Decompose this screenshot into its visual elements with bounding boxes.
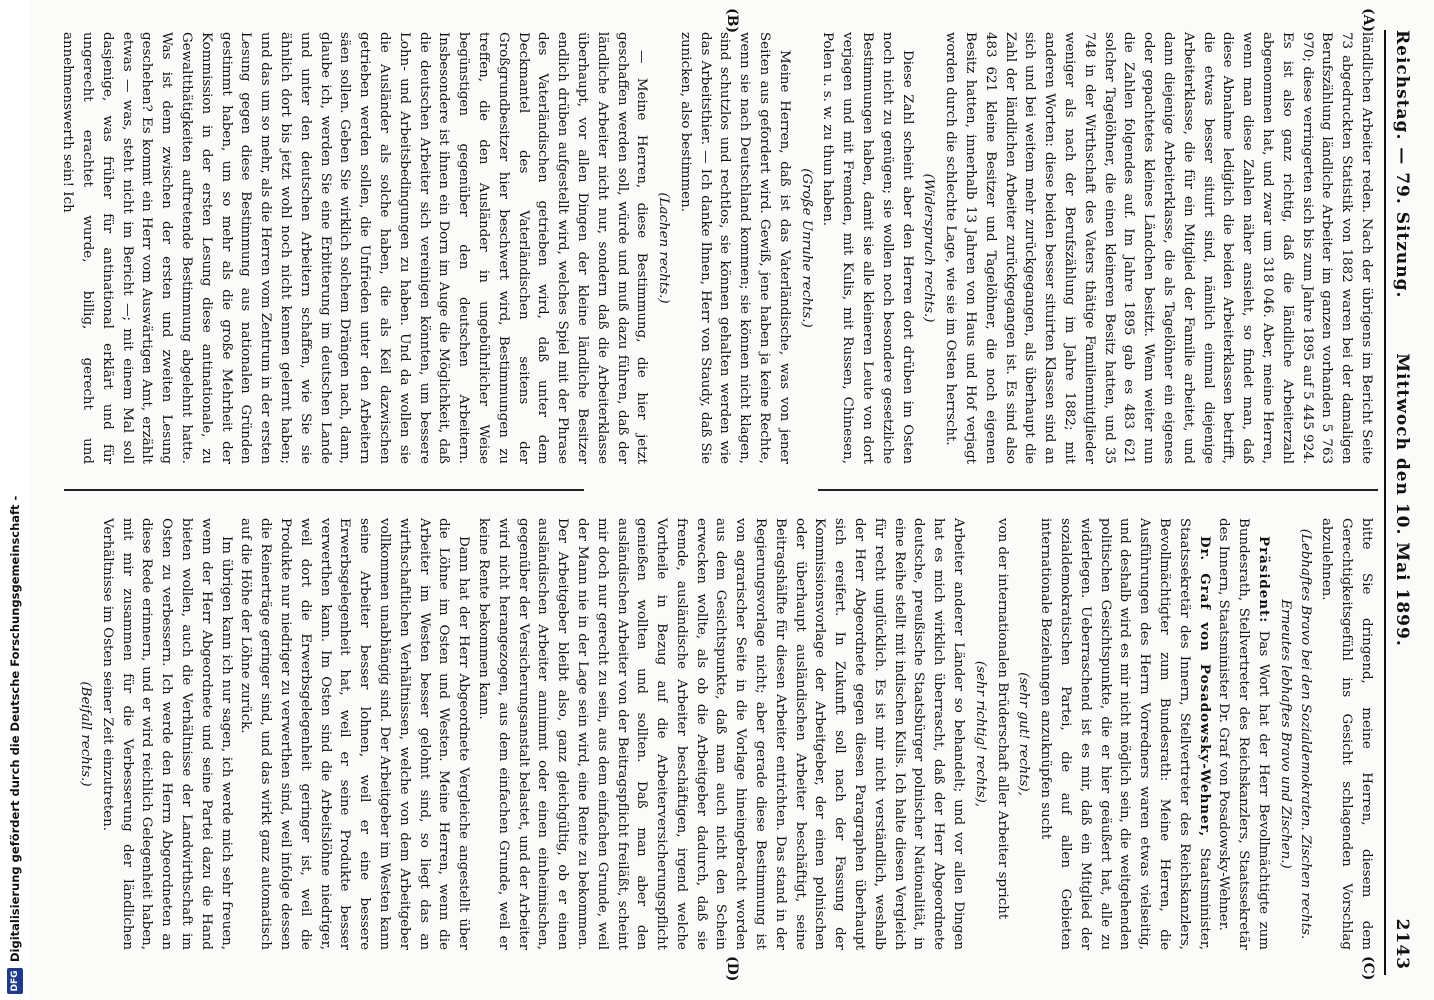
page-header: [1386, 30, 1416, 970]
paragraph: ländlichen Arbeiter reden. Nach der übrigens im Bericht Seite 73 abgedruckten Statistik von 1882 waren bei der damaligen Berufszählung ländliche Arbeiter im ganzen vorhanden 5 763 970; diese verringerten sich bis zum Jahre 1895 auf 5 445 924. Es ist also ganz richtig, daß die ländliche Arbeiterzahl abgenommen hat, und zwar um 318 046. Aber, meine Herren, wenn man diese Zahlen näher ansieht, so findet man, daß diese Abnahme lediglich die beiden Arbeiterklassen betrifft, die etwas besser situirt sind, nämlich einmal diejenige Arbeiterklasse, die für ein Mitglied der Familie arbeitet, und dann diejenige Arbeiterklasse, die als Tagelöhner ein eigenes oder gepachtetes kleines Ländchen besitzt. Wenn weiter nun die Zahlen folgendes auf. Im Jahre 1895 gab es 483 621 solcher Tagelöhner, die einen kleineren Besitz hatten, und 35 748 in der Wirthschaft des Vaters thätige Familienmitglieder weniger als nach der Berufszählung im Jahre 1882; mit anderen Worten: diese beiden besser situirten Klassen sind an sich und bei weitem mehr zurückgegangen, als überhaupt die Zahl der ländlichen Arbeiter zurückgegangen ist. Es sind also 483 621 kleine Besitzer und Tagelöhner, die noch eigenen Besitz hatten, innerhalb 13 Jahren von Haus und Hof verjagt worden durch die schlechte Lage, wie sie im Osten herrscht.: [943, 32, 1374, 464]
paragraph: Meine Herren, daß ist das Vaterländische, was von jener Seiten aus gefordert wird. Gewiß, jene haben ja keine Rechte, wenn sie nach Deutschland kommen; sie können nicht klagen, sind schutzlos und rechtlos, sie können gehalten werden wie das Arbeitsthier. — Ich danke Ihnen, Herr von Staudy, daß Sie zunicken, also bestimmen.: [677, 32, 792, 464]
speech-text: Das Wort hat der Herr Bevollmächtigte zum Bundesrath, Stellvertreter des Reichskanzlers, Staatssekretär des Innern, Staatsminister Dr. Graf von Posadowsky-Wehner.: [1216, 518, 1272, 950]
paragraph-minister: [1035, 518, 1213, 950]
speaker-name: Präsident:: [1256, 536, 1273, 624]
paragraph: — Meine Herren, diese Bestimmung, die hier jetzt geschaffen werden soll, würde und muß dazu führen, daß der ländliche Arbeiter nicht nur, sondern daß die Arbeiterklasse überhaupt, vor allen Dingen der kleine ländliche Besitzer endlich drüben aufgestellt wird, welches Spiel mit der Phrase des Vaterländischen getrieben wird, daß unter dem Deckmantel des Vaterländischen seitens der Großgrundbesitzer hier beschwert wird, Bestimmungen zu treffen, die den Ausländer in ungebührlicher Weise begünstigen gegenüber den deutschen Arbeitern. Insbesondere ist ihnen ein Dorn im Auge die Möglichkeit, daß die deutschen Arbeiter sich vereinigen könnten, um bessere Lohn- und Arbeitsbedingungen zu haben. Und da wollen sie die Ausländer als solche haben, die als Keil dazwischen getrieben werden sollen, die Unfrieden unter den Arbeitern säen sollen. Geben Sie wirklich solchem Drängen nach, dann, glaube ich, werden Sie eine Erbitterung im deutschen Lande und unter den deutschen Arbeitern schaffen, wie Sie sie ähnlich dort bis jetzt wohl noch nicht kennen gelernt haben; und das um so mehr, als die Herren vom Zentrum in der ersten Lesung gegen diese Bestimmung aus nationalen Gründen gestimmt haben, um so mehr als die große Mehrheit der Kommission in der ersten Lesung diese antinationale, zu Gewaltthätigkeiten auftretende Bestimmung abgelehnt hatte. Was ist denn zwischen der ersten und zweiten Lesung geschehen? Es kommt ein Herr vom Auswärtigen Amt, erzählt etwas — was, steht nicht im Bericht —; mit einem Mal soll dasjenige, was früher für antinational erklärt und für ungerecht erachtet wurde, billig, gerecht und annehmenswerth sein! Ich: [60, 32, 650, 464]
interjection: (Lebhaftes Bravo bei den Sozialdemokraten. Zischen rechts. Erneutes lebhaftes Bravo und Zischen.): [1277, 528, 1313, 940]
column-divider-lower: [64, 489, 584, 491]
speaker-name: Dr. Graf von Posadowsky-Wehner,: [1196, 536, 1213, 838]
paragraph: Dann hat der Herr Abgeordnete Vergleiche angestellt über die Löhne im Osten und Westen. Meine Herren, wenn die Arbeiter im Westen besser gelohnt sind, so liegt das an wirthschaftlichen Verhältnissen, welche von dem Arbeitgeber vollkommen unabhängig sind. Der Arbeitgeber im Westen kann seine Arbeiter besser lohnen, weil er eine bessere Erwerbsgelegenheit hat, weil er seine Produkte besser verwerthen kann. Im Osten sind die Arbeitslöhne niedriger, weil dort die Erwerbsgelegenheit geringer ist, weil die Produkte nur niedriger zu verwerthen sind, weil infolge dessen die Reinerträge geringer sind, und das wirkt ganz automatisch auf die Höhe der Löhne zurück.: [238, 518, 472, 950]
header-date: Mittwoch den 10. Mai 1899.: [1392, 353, 1412, 647]
header-session: Reichstag. — 79. Sitzung.: [1392, 30, 1412, 299]
paragraph-president: [1214, 518, 1273, 950]
interjection: (Beifall rechts.): [78, 681, 93, 787]
page-number: 2143: [1392, 918, 1412, 970]
margin-mark-c: (C): [1360, 956, 1376, 981]
rotated-page-content: [30, 0, 1434, 1000]
paragraph: Arbeiter anderer Länder so behandelt; und vor allen Dingen hat es mich wirklich überrascht, daß der Herr Abgeordnete deutsche, preußische Staatsbürger polnischer Nationalität, in eine Reihe stellt mit indischen Kulis. Ich halte diesen Vergleich für recht unglücklich. Es ist mir nicht verständlich, weshalb der Herr Abgeordnete gegen diesen Paragraphen überhaupt sich ereifert. In Zukunft soll nach der Fassung der Kommissionsvorlage der Arbeitgeber, der einen polnischen oder überhaupt ausländischen Arbeiter beschäftigt, seine Beitragshälfte für diesen Arbeiter entrichten. Das stand in der Regierungsvorlage nicht; aber gerade diese Bestimmung ist von agrarischer Seite in die Vorlage hineingebracht worden aus dem Gesichtspunkte, daß man auch nicht den Schein erwecken wollte, als ob die Arbeitgeber dadurch, daß sie fremde, ausländische Arbeiter beschäftigen, irgend welche Vortheile in Bezug auf die Arbeiterversicherungspflicht genießen wollten und sollten. Daß man aber den ausländischen Arbeiter von der Beitragspflicht freiläßt, scheint mir doch nur gerecht zu sein, aus dem einfachen Grunde, weil der Mann nie in der Lage sein wird, eine Rente zu bekommen. Der Arbeitgeber bleibt also, ganz gleichgültig, ob er einen ausländischen Arbeiter annimmt oder einen einheimischen, gegenüber der Versicherungsanstalt belastet, und der Arbeiter wird nicht herangezogen, aus dem einfachen Grunde, weil er keine Rente bekommen kann.: [475, 518, 967, 950]
column-right: [73, 518, 1376, 950]
scanned-page: [30, 0, 1434, 1000]
digitization-strip: [0, 0, 30, 1000]
interjection: (Widerspruch rechts.): [921, 173, 937, 323]
paragraph: Diese Zahl scheint aber den Herren dort drüben im Osten noch nicht zu genügen; sie wollen noch besondere gesetzliche Bestimmungen haben, damit sie alle kleineren Leute von dort verjagen und mit Fremden, mit Kulis, mit Russen, Chinesen, Polen u. s. w. zu thun haben.: [820, 32, 915, 464]
speech-text: Staatsminister, Staatssekretär des Innern, Stellvertreter des Reichskanzlers, Bevollmächtigter zum Bundesrath: Meine Herren, die Ausführungen des Herrn Vorredners waren etwas vielseitig, und deshalb wird es mir nicht möglich sein, die weitgehenden politischen Gesichtspunkte, die er hier geäußert hat, alle zu widerlegen. Ueberraschend ist es mir, daß ein Mitglied der sozialdemokratischen Partei, die auf allen Gebieten internationale Beziehungen anzuknüpfen sucht: [1038, 518, 1212, 951]
margin-mark-a: (A): [1360, 8, 1376, 33]
margin-mark-b: (B): [724, 8, 740, 34]
paragraph: bitte Sie dringend, meine Herren, diesem dem Gerechtigkeitsgefühl ins Gesicht schlagenden Vorschlag abzulehnen.: [1319, 518, 1374, 950]
interjection: (Große Unruhe rechts.): [798, 168, 814, 328]
paragraph: Im übrigen kann ich nur sagen, ich werde mich sehr freuen, wenn der Herr Abgeordnete und seine Partei dazu die Hand bieten wollen, auch die Verhältnisse der Landwirthschaft im Osten zu verbessern. Ich werde den Herrn Abgeordneten an diese Rede erinnern, und er wird reichlich Gelegenheit haben, mit mir zusammen für die Verbesserung der ländlichen Verhältnisse im Osten seiner Zeit einzutreten.: [99, 518, 234, 950]
interjection: (sehr gut! rechts),: [1016, 672, 1032, 796]
funding-note: Digitalisierung gefördert durch die Deutsche Forschungsgemeinschaft -: [8, 495, 22, 962]
paragraph: von der internationalen Brüderschaft aller Arbeiter spricht: [994, 518, 1010, 920]
margin-mark-d: (D): [724, 956, 740, 982]
interjection: (sehr richtig! rechts),: [972, 660, 988, 808]
dfg-logo: DFG: [7, 968, 23, 994]
interjection: (Lachen rechts.): [656, 192, 672, 304]
column-left: [57, 32, 1376, 464]
digitization-note: [0, 0, 30, 1000]
column-divider: [818, 489, 1378, 491]
header-rule: [1384, 30, 1386, 975]
